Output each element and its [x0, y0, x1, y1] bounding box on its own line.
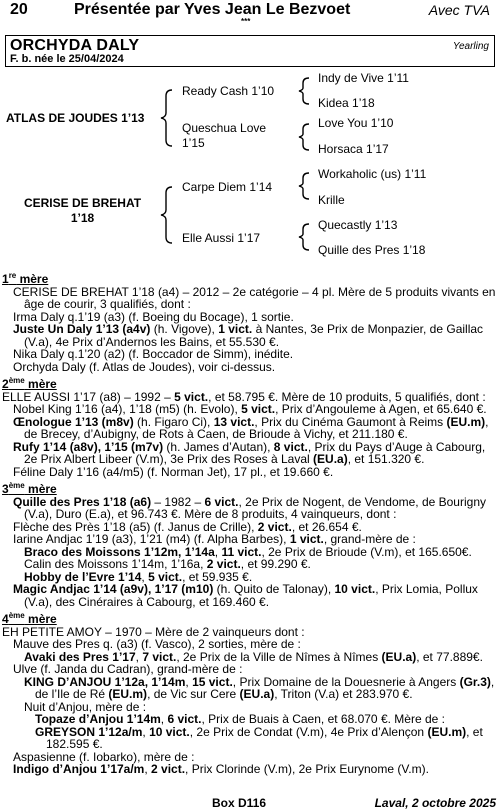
dam3-grandproduce-3: Hobby de l’Evre 1’14, 5 vict., et 59.935 €. [24, 569, 253, 584]
dam4-produce-3: Aspasienne (f. Iobarko), mère de : [13, 749, 195, 764]
dam4-intro: EH PETITE AMOY – 1970 – Mère de 2 vainqueurs dont : [2, 624, 305, 639]
dam1-produce-2: Juste Un Daly 1’13 (a4v) (h. Vigove), 1 vict. à Nantes, 3e Prix de Monpazier, de Gaillac (V.a), 4e Prix d’Andernos les Bains, et 55.530 €. [13, 322, 484, 349]
dam1-produce-1: Irma Daly q.1’19 (a3) (f. Boeing du Bocage), 1 sortie. [13, 309, 294, 324]
horse-name: ORCHYDA DALY [10, 37, 140, 54]
dam3-produce-1: Flèche des Près 1’18 (a5) (f. Janus de Crille), 2 vict., et 26.654 €. [13, 519, 362, 534]
section-dam-4: 4ème mère [2, 611, 57, 626]
lot-number: 20 [10, 1, 28, 18]
section-dam-1: 1re mère [2, 271, 49, 286]
ds-dam: Krille [318, 193, 345, 207]
sale-date: Laval, 2 octobre 2025 [374, 796, 496, 810]
dam-dam: Elle Aussi 1’17 [182, 231, 261, 245]
dam4-greatproduce-1: Topaze d’Anjou 1’14m, 6 vict., Prix de Buais à Caen, et 68.070 €. Mère de : [35, 712, 445, 726]
dam-sire: Carpe Diem 1’14 [182, 180, 273, 194]
dam2-intro: ELLE AUSSI 1’17 (a8) – 1992 – 5 vict., et 58.795 €. Mère de 10 produits, 5 qualifiés, dont : [2, 389, 486, 404]
dam2-produce-4: Féline Daly 1’16 (a4/m5) (f. Norman Jet), 17 pl., et 19.660 €. [13, 464, 334, 479]
sire-dam-line2: 1’15 [182, 136, 205, 150]
age-group: Yearling [452, 41, 489, 52]
dam4-grandproduce-3: Indigo d’Anjou 1’17a/m, 2 vict., Prix Clorinde (V.m), 2e Prix Eurynome (V.m). [13, 762, 429, 776]
ss-sire: Indy de Vive 1’11 [318, 71, 409, 85]
section-dam-2: 2ème mère [2, 376, 57, 391]
dam2-produce-1: Nobel King 1’16 (a4), 1’18 (m5) (h. Evolo), 5 vict., Prix d’Angouleme à Agen, et 65.640 €. [13, 402, 487, 416]
sd-sire: Love You 1’10 [318, 116, 394, 130]
sire-sire: Ready Cash 1’10 [182, 84, 275, 98]
sire-dam-line1: Queschua Love [182, 121, 267, 135]
dam2-produce-3: Rufy 1’14 (a8v), 1’15 (m7v) (h. James d’Autan), 8 vict., Prix du Pays d’Auge à Cabourg, 2e Prix Albert Libeer (V.m), 3e Prix des Roses à Laval (EU.a), et 151.320 €. [13, 439, 486, 466]
dd-sire: Quecastly 1’13 [318, 218, 398, 232]
dam-record: 1’18 [70, 211, 95, 225]
dam3-produce-2: Iarine Andjac 1’19 (a3), 1’21 (m4) (f. Alpha Barbes), 1 vict., grand-mère de : [13, 532, 416, 546]
ds-sire: Workaholic (us) 1’11 [318, 167, 427, 181]
dam1-intro: CERISE DE BREHAT 1’18 (a4) – 2012 – 2e catégorie – 4 pl. Mère de 5 produits vivants en âge de courir, 3 qualifiés, dont : [13, 284, 496, 311]
dam1-produce-3: Nika Daly q.1’20 (a2) (f. Boccador de Simm), inédite. [13, 347, 294, 361]
ss-dam: Kidea 1’18 [318, 96, 375, 110]
dd-dam: Quille des Pres 1’18 [318, 243, 426, 257]
sire: ATLAS DE JOUDES 1’13 [6, 111, 145, 125]
dam1-produce-4: Orchyda Daly (f. Atlas de Joudes), voir ci-dessus. [13, 359, 276, 374]
horse-description: F. b. née le 25/04/2024 [10, 53, 124, 65]
dam4-grandproduce-2: KING D’ANJOU 1’12a, 1’14m, 15 vict., Prix Domaine de la Douesnerie à Angers (Gr.3), de l’Ile de Ré (EU.m), de Vic sur Cere (EU.a), Triton (V.a) et 283.970 €. [24, 674, 495, 701]
consignor-title: Présentée par Yves Jean Le Bezvoet [74, 1, 351, 18]
stars-mark: *** [241, 17, 251, 26]
dam2-produce-2: Œnologue 1’13 (m8v) (h. Figaro Ci), 13 vict., Prix du Cinéma Gaumont à Reims (EU.m), de Brecey, d’Aubigny, de Rots à Caen, de Brioude à Vichy, et 211.180 €. [13, 414, 489, 441]
dam3-intro: Quille des Pres 1’18 (a6) – 1982 – 6 vict., 2e Prix de Nogent, de Vendome, de Bourigny (V.a), Duro (E.a), et 96.743 €. Mère de 8 produits, 4 vainqueurs, dont : [13, 494, 486, 521]
vat-note: Avec TVA [428, 2, 490, 18]
dam4-produce-2: Ulve (f. Janda du Cadran), grand-mère de : [13, 662, 243, 676]
dam4-produce-1: Mauve des Pres q. (a3) (f. Vasco), 2 sorties, mère de : [13, 637, 301, 651]
sd-dam: Horsaca 1’17 [318, 142, 389, 156]
section-dam-3: 3ème mère [2, 481, 57, 496]
dam3-grandproduce-1: Braco des Moissons 1’12m, 1’14a, 11 vict., 2e Prix de Brioude (V.m), et 165.650€. [24, 544, 472, 559]
dam-line-body [2, 268, 496, 776]
dam3-produce-3: Magic Andjac 1’14 (a9v), 1’17 (m10) (h. Quito de Talonay), 10 vict., Prix Lomia, Pollux (V.a), des Cinéraires à Cabourg, et 169.460 €. [13, 582, 478, 609]
dam3-grandproduce-2: Calin des Moissons 1’14m, 1’16a, 2 vict., et 99.290 €. [24, 557, 311, 571]
dam4-grandproduce-1: Avaki des Pres 1’17, 7 vict., 2e Prix de la Ville de Nîmes à Nîmes (EU.a), et 77.889€. [24, 649, 483, 664]
dam4-greatproduce-2: GREYSON 1’12a/m, 10 vict., 2e Prix de Condat (V.m), 4e Prix d’Alençon (EU.m), et 182.595 €. [35, 724, 483, 751]
dam4-daughter-1: Nuit d’Anjou, mère de : [24, 699, 147, 714]
pedigree-brackets [0, 0, 500, 270]
dam-name: CERISE DE BREHAT [23, 196, 142, 210]
box-number: Box D116 [212, 796, 267, 810]
